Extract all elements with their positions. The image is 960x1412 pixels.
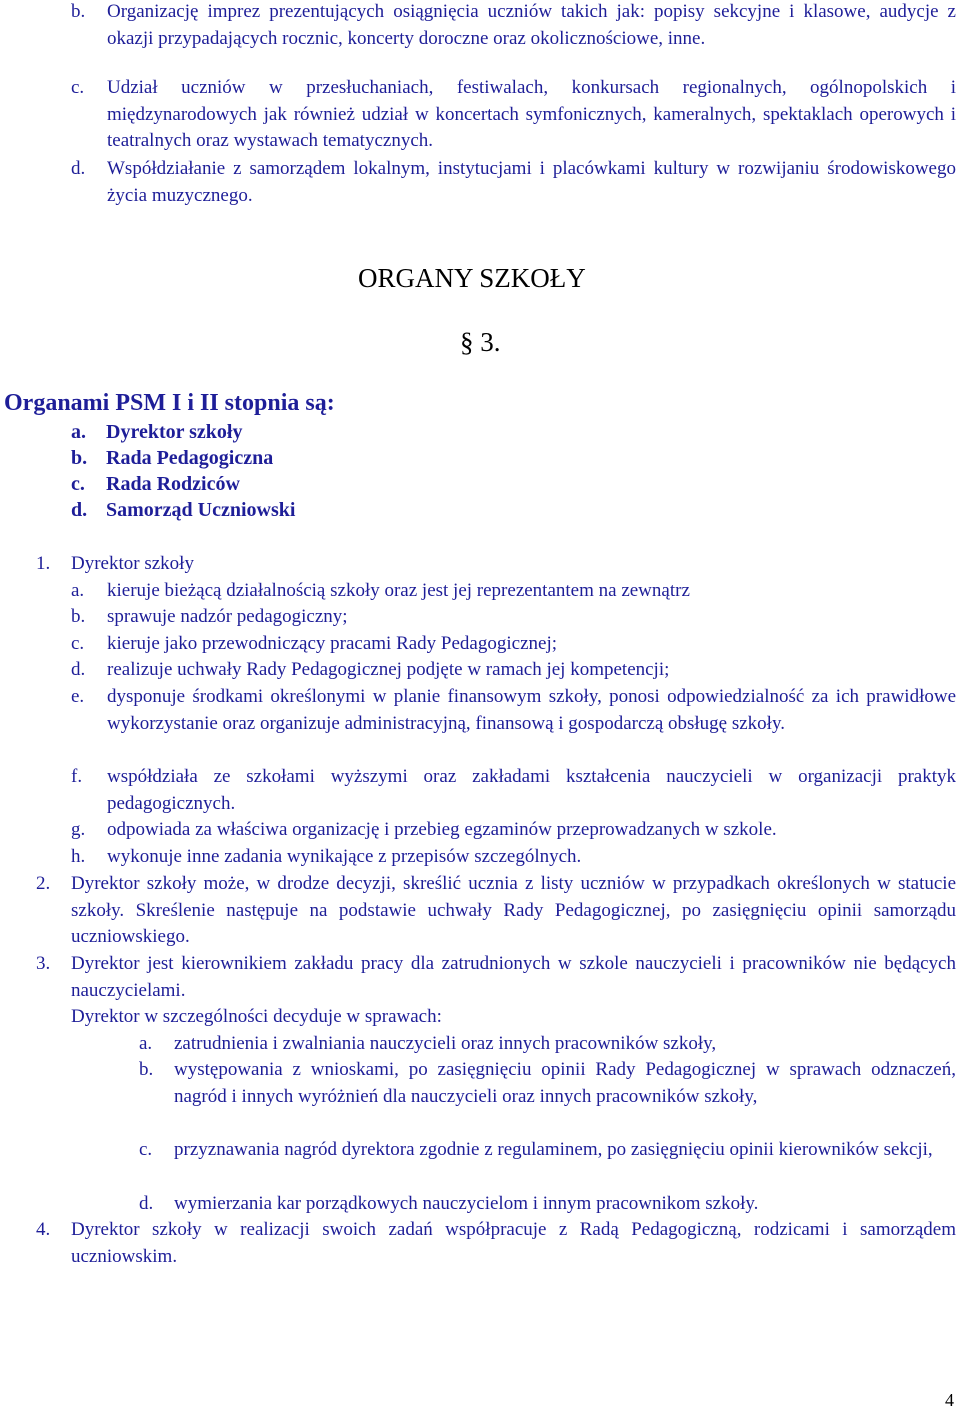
paragraph-number bbox=[460, 326, 501, 358]
director-item-b: b. sprawuje nadzór pedagogiczny; bbox=[71, 606, 348, 627]
top-list-item-b bbox=[71, 0, 956, 52]
director-item-d: d. realizuje uchwały Rady Pedagogicznej podjęte w ramach jej kompetencji; bbox=[71, 659, 670, 680]
organ-item: c. Rada Rodziców bbox=[71, 473, 240, 495]
director-point-2: 2. Dyrektor szkoły może, w drodze decyzji, skreślić ucznia z listy uczniów w przypadkach określonych w statucie szkoły. Skreślenie następuje na podstawie uchwały Rady Pedagogicznej, po zasięgnięciu opinii samorządu uczniowskiego. bbox=[36, 873, 956, 948]
director-point-1: 1. Dyrektor szkoły bbox=[36, 553, 194, 574]
top-list-item-c bbox=[71, 75, 956, 155]
list-label: c. bbox=[71, 77, 85, 98]
director-point-3: 3. Dyrektor jest kierownikiem zakładu pracy dla zatrudnionych w szkole nauczycieli i pracowników nie będących nauczycielami. bbox=[36, 953, 956, 1001]
page-number: 4 bbox=[945, 1390, 954, 1410]
organs-heading: Organami PSM I i II stopnia są: bbox=[4, 390, 335, 416]
director-item-h: h. wykonuje inne zadania wynikające z przepisów szczególnych. bbox=[71, 846, 582, 867]
director-item-a: a. kieruje bieżącą działalnością szkoły oraz jest jej reprezentantem na zewnątrz bbox=[71, 580, 690, 601]
director-item-c: c. kieruje jako przewodniczący pracami Rady Pedagogicznej; bbox=[71, 633, 557, 654]
list-text: Udział uczniów w przesłuchaniach, festiwalach, konkursach regionalnych, ogólnopolskich i międzynarodowych jak również udział w koncertach symfonicznych, kameralnych, spektaklach operowych i teatralnych oraz wystawach tematycznych. bbox=[107, 77, 956, 152]
list-label: b. bbox=[71, 1, 86, 22]
director-point-4: 4. Dyrektor szkoły w realizacji swoich zadań współpracuje z Radą Pedagogiczną, rodzicami i samorządem uczniowskim. bbox=[36, 1219, 956, 1267]
organ-item: a. Dyrektor szkoły bbox=[71, 421, 243, 443]
director-decision-c: c. przyznawania nagród dyrektora zgodnie z regulaminem, po zasięgnięciu opinii kierowników sekcji, bbox=[139, 1139, 933, 1160]
top-list-item-d bbox=[71, 156, 956, 209]
list-label: d. bbox=[71, 158, 86, 179]
paragraph-number-value: 3. bbox=[480, 327, 501, 357]
organ-item: b. Rada Pedagogiczna bbox=[71, 447, 274, 469]
list-text: Współdziałanie z samorządem lokalnym, instytucjami i placówkami kultury w rozwijaniu środowiskowego życia muzycznego. bbox=[107, 158, 956, 206]
director-item-g: g. odpowiada za właściwa organizację i przebieg egzaminów przeprowadzanych w szkole. bbox=[71, 819, 777, 840]
section-title: ORGANY SZKOŁY bbox=[358, 263, 586, 293]
director-decision-a: a. zatrudnienia i zwalniania nauczycieli oraz innych pracowników szkoły, bbox=[139, 1033, 717, 1054]
paragraph-symbol: § bbox=[460, 327, 474, 357]
director-item-f: f. współdziała ze szkołami wyższymi oraz zakładami kształcenia nauczycieli w organizacji praktyk pedagogicznych. bbox=[71, 766, 956, 814]
list-text: Organizację imprez prezentujących osiągnięcia uczniów takich jak: popisy sekcyjne i klasowe, audycje z okazji przypadających rocznic, koncerty doroczne oraz okolicznościowe, inne. bbox=[107, 1, 956, 49]
director-decision-b: b. występowania z wnioskami, po zasięgnięciu opinii Rady Pedagogicznej w sprawach odznaczeń, nagród i innych wyróżnień dla nauczycieli oraz innych pracowników szkoły, bbox=[139, 1059, 956, 1107]
director-point-3-intro: Dyrektor w szczególności decyduje w sprawach: bbox=[71, 1006, 442, 1027]
organ-item: d. Samorząd Uczniowski bbox=[71, 499, 296, 521]
director-item-e: e. dysponuje środkami określonymi w planie finansowym szkoły, ponosi odpowiedzialność za ich prawidłowe wykorzystanie oraz organizuje administracyjną, finansową i gospodarczą obsługę szkoły. bbox=[71, 686, 956, 734]
director-decision-d: d. wymierzania kar porządkowych nauczycielom i innym pracownikom szkoły. bbox=[139, 1193, 759, 1214]
